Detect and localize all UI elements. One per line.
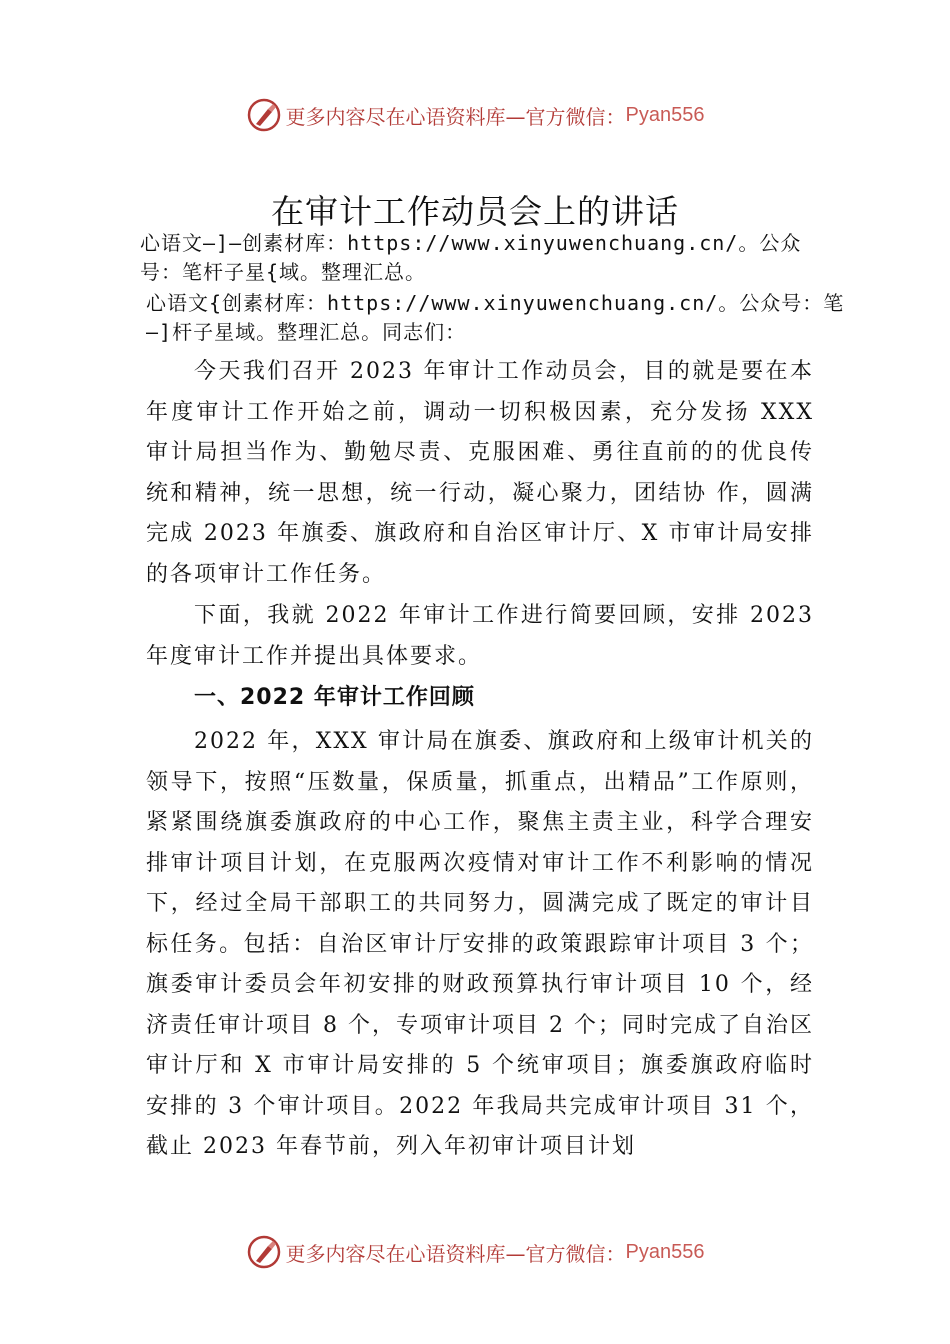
pen-nib-logo-icon bbox=[246, 1234, 282, 1270]
pen-nib-logo-icon bbox=[246, 97, 282, 133]
paragraph-1: 今天我们召开 2023 年审计工作动员会，目的就是要在本年度审计工作开始之前，调动一切积极因素，充分发扬 XXX 审计局担当作为、勤勉尽责、克服困难、勇往直前的的优良传统和精神，统一思想，统一行动，凝心聚力，团结协 作，圆满完成 2023 年旗委、旗政府和自治区审计厅、X 市审计局安排的各项审计工作任务。 bbox=[146, 359, 814, 587]
section-heading-1: 一、2022 年审计工作回顾 bbox=[194, 685, 475, 710]
header-banner bbox=[0, 95, 950, 135]
document-title: 在审计工作动员会上的讲话 bbox=[271, 192, 679, 231]
source-note-2: 心语文{创素材库：https://www.xinyuwenchuang.cn/。公众号：笔—]杆子星域。整理汇总。同志们： bbox=[146, 291, 845, 344]
source-note-1: 心语文—]—创素材库：https://www.xinyuwenchuang.cn/。公众号：笔杆子星{域。整理汇总。 bbox=[140, 231, 802, 284]
banner-wechat-id: Pyan556 bbox=[625, 103, 705, 126]
footer-banner bbox=[0, 1232, 950, 1272]
paragraph-2: 下面，我就 2022 年审计工作进行简要回顾，安排 2023 年度审计工作并提出具体要求。 bbox=[146, 603, 814, 669]
banner-wechat-id: Pyan556 bbox=[625, 1240, 705, 1263]
paragraph-3: 2022 年，XXX 审计局在旗委、旗政府和上级审计机关的领导下，按照“压数量，保质量，抓重点，出精品”工作原则，紧紧围绕旗委旗政府的中心工作，聚焦主责主业，科学合理安排审计项目计划，在克服两次疫情对审计工作不利影响的情况下，经过全局干部职工的共同努力，圆满完成了既定的审计目标任务。包括：自治区审计厅安排的政策跟踪审计项目 3 个；旗委审计委员会年初安排的财政预算执行审计项目 10 个，经济责任审计项目 8 个，专项审计项目 2 个；同时完成了自治区审计厅和 X 市审计局安排的 5 个统审项目；旗委旗政府临时安排的 3 个审计项目。2022 年我局共完成审计项目 31 个，截止 2023 年春节前，列入年初审计项目计划 bbox=[146, 729, 814, 1159]
banner-text: 更多内容尽在心语资料库—官方微信： bbox=[285, 1241, 626, 1266]
banner-text: 更多内容尽在心语资料库—官方微信： bbox=[285, 104, 626, 129]
